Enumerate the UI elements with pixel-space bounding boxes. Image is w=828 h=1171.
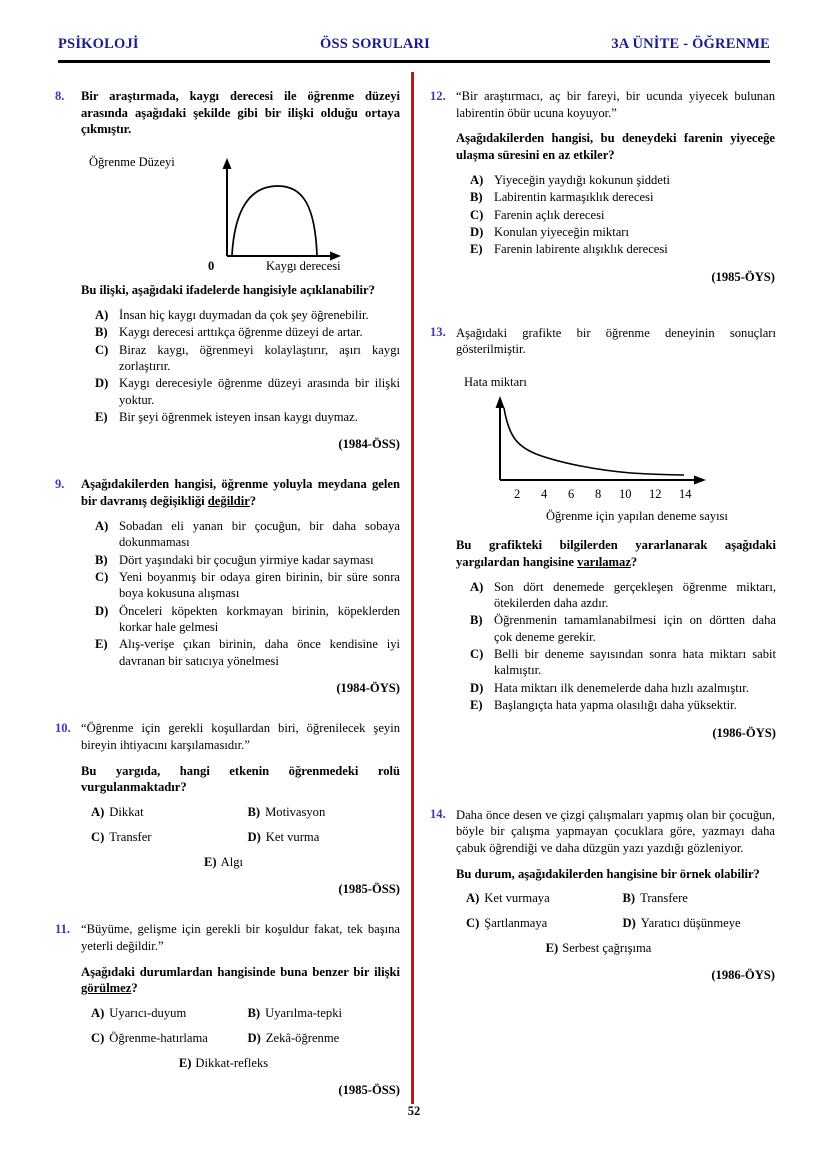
question-10-prompt: Bu yargıda, hangi etkenin öğrenmedeki rolü vurgulanmaktadır? xyxy=(81,763,400,795)
question-10 xyxy=(55,720,400,897)
option-d[interactable] xyxy=(95,375,400,408)
question-11-prompt-post: ? xyxy=(131,981,138,996)
option-a[interactable] xyxy=(95,518,400,551)
question-13-stem: Aşağıdaki grafikte bir öğrenme deneyinin sonuçları gösterilmiştir. xyxy=(456,325,776,357)
option-e-text: Başlangıçta hata yapma olasılığı daha yüksektir. xyxy=(494,698,737,713)
chart-xtick-14: 14 xyxy=(679,487,692,502)
option-e-text: Algı xyxy=(220,855,243,870)
chart-xtick-6: 6 xyxy=(568,487,575,502)
question-11-prompt xyxy=(81,964,400,997)
option-c-text: Belli bir deneme sayısından sonra hata miktarı sabit kalmıştır. xyxy=(494,647,776,678)
option-a-key: A) xyxy=(95,307,109,322)
question-13-source: (1986-ÖYS) xyxy=(712,725,776,740)
option-b-text: Öğrenmenin tamamlanabilmesi için on dörtten daha çok deneme gerekir. xyxy=(494,613,776,644)
chart-x-label: Öğrenme için yapılan deneme sayısı xyxy=(546,509,728,524)
option-d-key: D) xyxy=(247,830,261,845)
question-9-options xyxy=(81,518,400,669)
option-a[interactable] xyxy=(91,1006,244,1021)
question-9-stem xyxy=(81,476,400,509)
question-9-stem-underlined: değildir xyxy=(207,494,250,509)
option-d-key: D) xyxy=(247,1031,261,1046)
option-b-key: B) xyxy=(95,552,108,567)
option-b[interactable] xyxy=(470,612,776,645)
option-d-text: Ket vurma xyxy=(265,830,320,845)
question-13-options xyxy=(456,579,776,714)
option-d-text: Hata miktarı ilk denemelerde daha hızlı azalmıştır. xyxy=(494,680,749,695)
chart-y-label: Hata miktarı xyxy=(464,375,527,390)
question-10-number: 10. xyxy=(55,720,71,735)
option-d-key: D) xyxy=(95,376,109,391)
question-8-figure xyxy=(81,148,400,278)
option-e[interactable] xyxy=(81,855,400,870)
question-14 xyxy=(430,807,775,984)
option-a-key: A) xyxy=(470,579,484,594)
option-b[interactable] xyxy=(248,1006,401,1021)
page-number: 52 xyxy=(407,1104,421,1118)
chart-x-label: Kaygı derecesi xyxy=(266,259,341,274)
chart-y-label: Öğrenme Düzeyi xyxy=(89,155,175,170)
question-8-options xyxy=(81,307,400,426)
option-e-text: Dikkat-refleks xyxy=(195,1056,269,1071)
option-b-text: Motivasyon xyxy=(265,805,326,820)
option-b-key: B) xyxy=(470,190,483,205)
option-b[interactable] xyxy=(95,324,400,340)
option-e-key: E) xyxy=(178,1056,192,1071)
option-b-text: Dört yaşındaki bir çocuğun yirmiye kadar sayması xyxy=(119,552,374,567)
option-e[interactable] xyxy=(470,697,776,713)
question-8 xyxy=(55,88,400,452)
option-d[interactable] xyxy=(95,603,400,636)
question-9 xyxy=(55,476,400,696)
option-d[interactable] xyxy=(470,224,775,240)
question-9-stem-post: ? xyxy=(249,494,257,509)
option-b-key: B) xyxy=(470,613,483,628)
option-c-key: C) xyxy=(91,1031,105,1046)
chart-xtick-2: 2 xyxy=(514,487,521,502)
option-a-key: A) xyxy=(470,172,484,187)
option-e[interactable] xyxy=(470,241,775,257)
option-c[interactable] xyxy=(91,1031,244,1046)
question-14-stem: Daha önce desen ve çizgi çalışmaları yapmış olan bir çocuğun, böyle bir çalışma yapmayan çocuklara göre, yazmayı daha çabuk öğrendiği ve daha düzgün yazı yazdığı gözleniyor. xyxy=(456,807,775,856)
question-9-source: (1984-ÖYS) xyxy=(336,681,400,696)
page-header xyxy=(58,36,770,53)
option-c[interactable] xyxy=(466,916,619,931)
question-12-source: (1985-ÖYS) xyxy=(711,269,775,284)
question-8-source: (1984-ÖSS) xyxy=(338,437,400,452)
question-8-stem: Bir araştırmada, kaygı derecesi ile öğrenme düzeyi arasında aşağıdaki şekilde gibi bir ilişki olduğu ortaya çıkmıştır. xyxy=(81,89,400,137)
option-a-text: Dikkat xyxy=(109,805,144,820)
question-11-prompt-underlined: görülmez xyxy=(81,981,132,996)
option-c-text: Şartlanmaya xyxy=(484,916,548,931)
header-unit: 3A ÜNİTE - ÖĞRENME xyxy=(611,36,770,52)
header-divider-rule xyxy=(58,60,770,63)
question-13 xyxy=(430,325,775,741)
option-a-text: İnsan hiç kaygı duymadan da çok şey öğrenebilir. xyxy=(119,307,369,322)
header-title: ÖSS SORULARI xyxy=(320,36,431,52)
option-b-text: Kaygı derecesi arttıkça öğrenme düzeyi de artar. xyxy=(119,325,363,340)
option-a[interactable] xyxy=(466,891,619,906)
question-12-stem: “Bir araştırmacı, aç bir fareyi, bir ucunda yiyecek bulunan labirentin öbür ucuna koyuyor.” xyxy=(456,89,775,120)
option-b-key: B) xyxy=(247,805,261,820)
option-b-key: B) xyxy=(622,891,636,906)
option-c-text: Biraz kaygı, öğrenmeyi kolaylaştırır, aşırı kaygı zorlaştırır. xyxy=(119,342,400,374)
option-c-text: Öğrenme-hatırlama xyxy=(109,1031,208,1046)
option-a-key: A) xyxy=(91,805,105,820)
chart-origin-label: 0 xyxy=(208,259,215,274)
option-e-text: Bir şeyi öğrenmek isteyen insan kaygı duymaz. xyxy=(119,410,358,425)
option-d-key: D) xyxy=(470,680,484,695)
option-d-key: D) xyxy=(622,916,636,931)
question-9-number: 9. xyxy=(55,476,65,491)
option-d-text: Önceleri köpekten korkmayan birinin, köpeklerden korkar hale gelmesi xyxy=(119,603,400,635)
option-b-text: Labirentin karmaşıklık derecesi xyxy=(494,190,654,205)
chart-xtick-10: 10 xyxy=(619,487,632,502)
error-decay-chart xyxy=(456,368,776,528)
option-a-text: Yiyeceğin yaydığı kokunun şiddeti xyxy=(494,172,670,187)
question-8-prompt: Bu ilişki, aşağıdaki ifadelerde hangisiyle açıklanabilir? xyxy=(81,283,375,298)
right-column xyxy=(430,88,775,997)
option-c[interactable] xyxy=(91,830,244,845)
option-a[interactable] xyxy=(470,579,776,612)
option-d-text: Kaygı derecesiyle öğrenme düzeyi arasında bir ilişki yoktur. xyxy=(119,376,400,407)
question-11-number: 11. xyxy=(55,921,71,936)
question-14-number: 14. xyxy=(430,807,446,822)
option-b[interactable] xyxy=(95,552,400,568)
left-column xyxy=(55,88,400,1112)
option-c-key: C) xyxy=(470,647,484,662)
question-10-source: (1985-ÖSS) xyxy=(338,882,400,897)
header-subject: PSİKOLOJİ xyxy=(58,36,139,52)
question-12-prompt: Aşağıdakilerden hangisi, bu deneydeki farenin yiyeceğe ulaşma süresini en az etkiler? xyxy=(456,131,775,163)
question-10-options xyxy=(81,805,400,845)
option-d[interactable] xyxy=(248,1031,401,1046)
option-b[interactable] xyxy=(623,891,776,906)
option-a[interactable] xyxy=(470,172,775,188)
inverted-u-chart xyxy=(81,148,381,273)
question-13-figure xyxy=(456,368,776,533)
question-9-stem-pre: Aşağıdakilerden hangisi, öğrenme yoluyla meydana gelen bir davranış değişikliği xyxy=(81,477,400,509)
option-e-key: E) xyxy=(545,941,559,956)
option-a-key: A) xyxy=(466,891,480,906)
chart-xtick-4: 4 xyxy=(541,487,548,502)
option-e-key: E) xyxy=(95,410,108,425)
question-8-number: 8. xyxy=(55,88,65,103)
column-divider xyxy=(411,72,414,1104)
option-e[interactable] xyxy=(95,409,400,425)
option-d[interactable] xyxy=(623,916,776,931)
option-a-text: Ket vurmaya xyxy=(484,891,550,906)
option-d-text: Konulan yiyeceğin miktarı xyxy=(494,225,629,240)
option-e-text: Alış-verişe çıkan birinin, daha önce kendisine iyi davranan bir satıcıya yönelmesi xyxy=(119,637,400,668)
question-13-prompt-post: ? xyxy=(630,554,638,569)
question-11-prompt-pre: Aşağıdaki durumlardan hangisinde buna benzer bir ilişki xyxy=(81,964,400,979)
option-b[interactable] xyxy=(248,805,401,820)
option-e-key: E) xyxy=(204,855,217,870)
chart-xtick-8: 8 xyxy=(595,487,602,502)
option-e-text: Serbest çağrışıma xyxy=(562,941,652,956)
question-11-stem: “Büyüme, gelişme için gerekli bir koşuldur fakat, tek başına yeterli değildir.” xyxy=(81,922,400,953)
option-d[interactable] xyxy=(470,680,776,696)
option-d-key: D) xyxy=(470,225,484,240)
option-b-key: B) xyxy=(95,325,108,340)
option-c[interactable] xyxy=(95,342,400,375)
option-a[interactable] xyxy=(91,805,244,820)
question-14-prompt: Bu durum, aşağıdakilerden hangisine bir örnek olabilir? xyxy=(456,866,760,881)
option-c-key: C) xyxy=(95,342,109,357)
question-13-prompt-pre: Bu grafikteki bilgilerden yararlanarak aşağıdaki yargılardan hangisine xyxy=(456,538,776,569)
option-b-text: Transfere xyxy=(640,891,688,906)
option-c[interactable] xyxy=(470,646,776,679)
option-c-key: C) xyxy=(470,207,484,222)
option-c-text: Yeni boyanmış bir odaya giren birinin, bir süre sonra boya kokusuna alışması xyxy=(119,570,400,601)
option-a-text: Sobadan eli yanan bir çocuğun, bir daha sobaya dokunmaması xyxy=(119,518,400,550)
question-14-options xyxy=(456,891,775,931)
option-e-key: E) xyxy=(470,698,483,713)
option-c[interactable] xyxy=(95,569,400,602)
option-b-key: B) xyxy=(247,1006,261,1021)
option-b[interactable] xyxy=(470,189,775,205)
option-a-key: A) xyxy=(95,518,109,533)
question-12-number: 12. xyxy=(430,88,446,103)
option-b-text: Uyarılma-tepki xyxy=(265,1006,343,1021)
option-e-key: E) xyxy=(95,637,108,652)
option-c-key: C) xyxy=(95,570,109,584)
question-14-source: (1986-ÖYS) xyxy=(711,968,775,983)
chart-xtick-12: 12 xyxy=(649,487,662,502)
option-d-key: D) xyxy=(95,603,109,618)
option-e[interactable] xyxy=(81,1056,400,1071)
option-c-text: Farenin açlık derecesi xyxy=(494,207,605,222)
option-c-text: Transfer xyxy=(109,830,152,845)
question-10-stem: “Öğrenme için gerekli koşullardan biri, öğrenilecek şeyin bireyin ihtiyacını karşılamasıdır.” xyxy=(81,721,400,752)
option-c-key: C) xyxy=(466,916,480,931)
question-11 xyxy=(55,921,400,1098)
question-12 xyxy=(430,88,775,285)
question-12-options xyxy=(456,172,775,258)
option-e-key: E) xyxy=(470,242,483,257)
option-d-text: Zekâ-öğrenme xyxy=(265,1031,340,1046)
question-11-source: (1985-ÖSS) xyxy=(338,1083,400,1098)
option-c[interactable] xyxy=(470,207,775,223)
option-e[interactable] xyxy=(95,636,400,669)
option-d-text: Yaratıcı düşünmeye xyxy=(640,916,741,931)
option-c-key: C) xyxy=(91,830,105,845)
option-e[interactable] xyxy=(456,941,775,956)
option-a-text: Son dört denemede gerçekleşen öğrenme miktarı, ötekilerden daha azdır. xyxy=(494,579,776,611)
question-11-options xyxy=(81,1006,400,1046)
option-a[interactable] xyxy=(95,307,400,323)
question-13-prompt-underlined: varılamaz xyxy=(577,554,631,569)
option-a-text: Uyarıcı-duyum xyxy=(109,1006,187,1021)
option-d[interactable] xyxy=(248,830,401,845)
option-a-key: A) xyxy=(91,1006,105,1021)
question-13-prompt xyxy=(456,537,776,570)
option-e-text: Farenin labirente alışıklık derecesi xyxy=(494,242,668,257)
question-13-number: 13. xyxy=(430,325,446,340)
